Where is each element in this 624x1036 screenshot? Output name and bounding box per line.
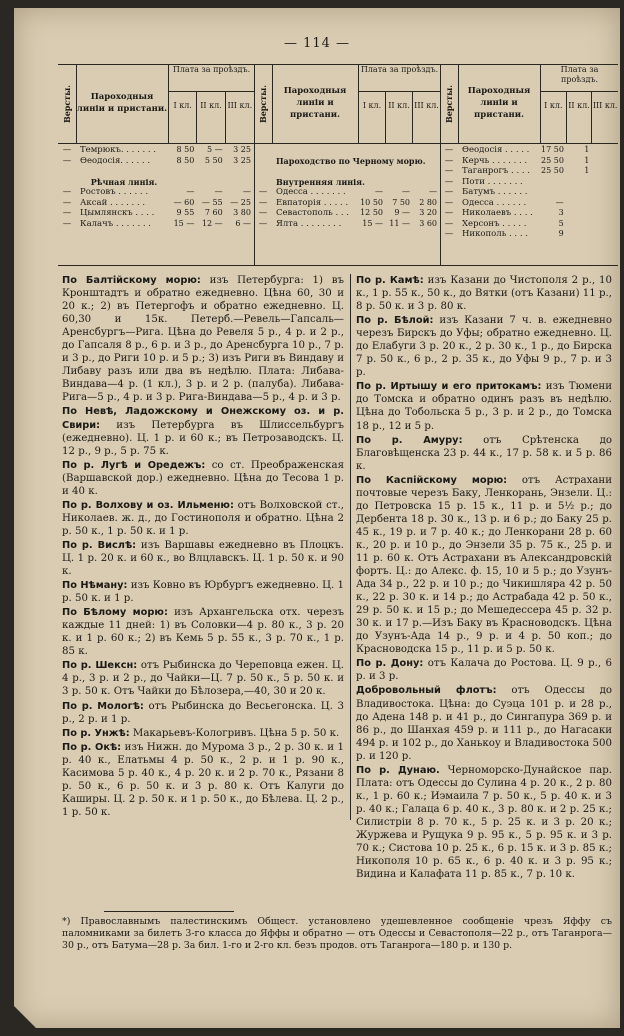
pay-header: Плата за проѣздъ. [359, 65, 440, 92]
table-row [58, 145, 254, 156]
pay-header: Плата за проѣздъ. [541, 65, 618, 92]
fare-cell: 9 — [394, 208, 410, 217]
fare-cell: 1 [584, 145, 590, 154]
fare-cell: — [186, 187, 195, 196]
route-heading: По р. Вислѣ: [62, 539, 137, 551]
fare-cell: 1 [584, 155, 590, 165]
table-row [254, 219, 440, 230]
class-header: III кл. [414, 101, 439, 110]
table-row [58, 187, 254, 198]
table-row [58, 177, 254, 188]
route-text: отъ Срѣтенска до Благовѣщенска 23 р. 44 к., 17 р. 58 к. и 5 р. 86 к. [356, 434, 613, 472]
table-row [254, 198, 440, 209]
fare-cell: 7 60 [204, 208, 223, 217]
route-heading: По р. Амуру: [356, 434, 463, 446]
table-section [254, 65, 441, 265]
route-paragraph [356, 657, 612, 683]
table-row [440, 208, 618, 219]
fare-cell: 11 — [389, 218, 410, 228]
fare-cell: 8 50 [176, 145, 195, 154]
route-text: изъ Петербурга: 1) въ Кронштадтъ и обратно ежедневно. Цѣна 60, 30 и 20 к.; 2) въ Петергофъ и обратно ежедневно. Ц. 60,30 и 15к. Петерб.—Ревель—Гапсаль—Аренсбургъ—Рига. Цѣна до Ревеля 5 р., 4 р. и 2 р., до Гапсаля 8 р., 6 р. и 3 р., до Аренсбурга 10 р., 7 р. и 3 р., до Риги 10 р. и 5 р.; 3) изъ Риги въ Виндаву и Либаву разъ или два въ недѣлю. Плата: Либава-Виндава—4 р. (1 кл.), 3 р. и 2 р. (палуба). Либава-Рига—5 р., 4 р. и 3 р. Рига-Виндава—5 р., 4 р. и 3 р. [62, 275, 345, 404]
fare-cell: 3 20 [419, 208, 437, 217]
route-paragraph [356, 764, 612, 881]
versty-cell: — [258, 197, 268, 208]
table-row [254, 156, 440, 167]
table-section [440, 65, 618, 265]
route-text: изъ Казани 7 ч. в. ежедневно черезъ Бирскъ до Уфы; обратно ежедневно. Ц. до Елабуги 3 р. 20 к., 2 р. 30 к., 1 р., до Бирска 7 р. 50 к., 6 р., 2 р. 35 к., до Уфы 9 р., 7 р. и 3 р. [356, 315, 612, 379]
table-body [254, 145, 440, 229]
route-heading: По Бѣлому морю: [62, 607, 168, 619]
versty-cell: — [62, 187, 72, 197]
pier-name-cell: Поти . . . . . . . [462, 176, 523, 187]
table-body [58, 145, 254, 229]
fare-cell: 5 50 [204, 155, 223, 165]
versty-cell: — [444, 208, 454, 218]
route-text: изъ Ковно въ Юрбургъ ежедневно. Ц. 1 р. 50 к. и 1 р. [62, 580, 345, 605]
left-text-column [62, 274, 351, 820]
route-paragraph [62, 579, 344, 605]
fare-cell: — [555, 197, 564, 207]
fare-cell: 6 — [235, 218, 251, 228]
route-heading: По р. Окѣ: [62, 741, 122, 753]
route-heading: По р. Шексн: [62, 660, 138, 672]
route-text: Черноморско-Дунайское пар. Плата: отъ Одессы до Сулина 4 р. 20 к., 2 р. 80 к., 1 р. 60 к.; Иэмаила 7 р. 50 к., 5 р. 40 к. и 3 р. 40 к.; Галаца 6 р. 40 к., 3 р. 80 к. и 2 р. 25 к.; Силистріи 8 р. 70 к., 5 р. 25 к. и 3 р. 20 к.; Журжева и Рущука 9 р. 95 к., 5 р. 95 к. и 3 р. 70 к.; Систова 10 р. 25 к., 6 р. 15 к. и 3 р. 85 к.; Никополя 10 р. 65 к., 6 р. 40 к. и 3 р. 95 к.; Видина и Калафата 11 р. 85 к., 7 р. 10 к. [356, 764, 612, 881]
fare-cell: 1 [584, 166, 590, 175]
versty-cell: — [444, 145, 454, 155]
route-heading: По Каспійскому морю: [356, 474, 508, 486]
table-row [440, 166, 618, 177]
pay-header: Плата за проѣздъ. [169, 65, 254, 92]
route-paragraph [62, 274, 344, 404]
route-heading: По р. Волхову и оз. Ильменю: [62, 499, 234, 511]
versty-cell: — [444, 197, 454, 208]
route-text: изъ Казани до Чистополя 2 р., 10 к., 1 р. 55 к., 50 к., до Вятки (отъ Казани) 11 р., 8 р. 50 к. и 3 р. 80 к. [356, 275, 613, 313]
route-paragraph [62, 659, 344, 698]
fare-cell: 17 50 [541, 145, 564, 154]
pier-name-cell: Одесса . . . . . . [462, 197, 527, 208]
fare-cell: 3 25 [233, 145, 251, 154]
route-paragraph [356, 314, 612, 379]
footnote: *) Православнымъ палестинскимъ Общест. установлено удешевленное сообщеніе чрезъ Яффу съ паломниками за билетъ 3-го класса до Яффы и обратно — отъ Одессы и Севастополя—22 р., отъ Таганрога—30 р., отъ Батума—28 р. За бил. 1-го и 2-го кл. безъ продов. отъ Таганрога—180 р. и 130 р. [62, 916, 612, 952]
fare-cell: 3 [558, 208, 564, 217]
route-heading: По Балтійскому морю: [62, 275, 201, 286]
table-section-heading: Внутренняя линія. [276, 176, 365, 187]
route-paragraph [62, 606, 344, 658]
class-header: III кл. [592, 101, 618, 110]
class-header: II кл. [567, 91, 593, 143]
fare-cell: 3 25 [233, 155, 251, 165]
pier-name-cell: Никополь . . . . [462, 229, 528, 239]
versty-cell: — [444, 187, 454, 197]
pier-name-cell: Батумъ . . . . . . [462, 187, 528, 197]
fare-cell: 5 [558, 218, 564, 228]
table-row [440, 219, 618, 230]
route-paragraph [62, 539, 344, 578]
pier-name-cell: Севастополь . . . [276, 208, 349, 218]
table-row [440, 198, 618, 209]
versty-header-label: Версты. [444, 84, 454, 124]
route-heading: По р. Иртышу и его притокамъ: [356, 381, 542, 393]
book-page [14, 8, 620, 1028]
fare-cell: — 25 [230, 197, 251, 207]
versty-header [58, 65, 77, 143]
route-heading: По р. Камѣ: [356, 275, 424, 286]
route-text: отъ Рыбинска до Весьегонска. Ц. 3 р., 2 р. и 1 р. [62, 700, 344, 725]
table-body [440, 145, 618, 240]
fares-table [58, 64, 618, 266]
versty-cell: — [444, 176, 454, 187]
pier-name-cell: Аксай . . . . . . . [80, 197, 146, 208]
route-paragraph [356, 380, 612, 432]
table-row [254, 145, 440, 156]
route-paragraph [62, 727, 344, 740]
fare-cell: — [375, 187, 383, 196]
route-paragraph [62, 700, 344, 726]
pier-name-cell: Николаевъ . . . . [462, 208, 533, 218]
versty-cell: — [62, 218, 72, 229]
class-header: I кл. [541, 91, 567, 143]
versty-cell: — [62, 197, 72, 208]
route-heading: По р. Дону: [356, 658, 424, 670]
pier-name-cell: Одесса . . . . . . . [276, 187, 346, 197]
fare-cell: 5 — [207, 145, 223, 154]
versty-header-label: Версты. [258, 84, 268, 124]
versty-cell: — [62, 208, 72, 218]
page-corner-shadow [14, 1006, 36, 1028]
route-paragraph [62, 741, 344, 819]
fare-cell: 8 50 [176, 155, 195, 165]
class-header: II кл. [197, 91, 225, 143]
table-section-heading: Пароходство по Черному морю. [276, 155, 426, 166]
pier-name-cell: Ѳеодосія. . . . . . [80, 155, 151, 166]
fare-cell: 12 — [201, 218, 223, 228]
fare-cell: 15 — [362, 218, 383, 228]
fare-cell: 9 [558, 229, 564, 238]
versty-cell: — [444, 229, 454, 239]
fare-cell: 9 55 [176, 208, 195, 217]
class-header: I кл. [359, 91, 386, 143]
table-row [58, 208, 254, 219]
pier-name-cell: Ялта . . . . . . . . [276, 218, 342, 229]
table-row [440, 177, 618, 188]
pier-name-cell: Ѳеодосія . . . . . [462, 145, 530, 155]
pier-name-cell: Херсонъ . . . . . [462, 218, 527, 229]
table-row [254, 177, 440, 188]
fare-cell: 25 50 [541, 155, 564, 165]
table-header [254, 65, 440, 144]
route-paragraph [62, 405, 344, 457]
table-row [58, 156, 254, 167]
table-row [440, 145, 618, 156]
pier-name-cell: Евпаторія . . . . . [276, 197, 349, 208]
table-row [254, 208, 440, 219]
versty-cell: — [62, 145, 72, 155]
fare-cell: — 60 [173, 197, 195, 207]
fare-cell: 12 50 [360, 208, 383, 217]
route-text: отъ Астрахани почтовые черезъ Баку, Ленкорань, Энзели. Ц.: до Петровска 15 р. 15 к., 11 р. и 5½ р.; до Дербента 18 р. 30 к., 13 р. и 6 р.; до Баку 25 р. 45 к., 19 р. и 7 р. 40 к.; до Ленкорани 28 р. 60 к., 20 р. и 10 р., до Энзели 35 р. 75 к., 25 р. и 11 р. 60 к. Отъ Астрахани въ Александровскій фортъ. Ц.: до Алекс. ф. 15, 10 и 5 р.; до Узунъ-Ада 34 р., 22 р. и 10 р.; до Чикишляра 42 р. 50 к., 22 р. 30 к. и 14 р.; до Астрабада 42 р. 50 к., 29 р. 50 к. и 15 р.; до Мешедессера 45 р. 32 р. 30 к. и 17 р.—Изъ Баку въ Красноводскъ. Цѣна до Узунъ-Ада 14 р., 9 р. и 4 р. 50 коп.; до Красноводска 15 р., 11 р. и 5 р. 50 к. [356, 474, 612, 656]
route-text: со ст. Преображенская (Варшавской дор.) ежедневно. Цѣна до Тесова 1 р. и 40 к. [62, 459, 344, 497]
versty-cell: — [258, 208, 268, 218]
route-heading: По р. Мологѣ: [62, 700, 144, 712]
versty-cell: — [62, 155, 72, 166]
fare-cell: — [242, 187, 251, 196]
route-text: изъ Петербурга въ Шлиссельбургъ (ежедневно). Ц. 1 р. и 60 к.; въ Петрозаводскъ. Ц. 12 р., 9 р., 5 р. 75 к. [62, 419, 344, 457]
fare-cell: — [214, 187, 223, 196]
table-row [440, 229, 618, 240]
pier-name-cell: Калачъ . . . . . . . [80, 218, 151, 229]
pier-name-cell: Темрюкъ. . . . . . . [80, 145, 156, 155]
lines-header: Пароходныя линіи и пристани. [76, 65, 169, 143]
route-text: изъ Нижн. до Мурома 3 р., 2 р. 30 к. и 1 р. 40 к., Елатьмы 4 р. 50 к., 2 р. и 1 р. 90 к., Касимова 5 р. 40 к., 4 р. 20 к. и 2 р. 70 к., Рязани 8 р. 50 к., 6 р. 50 к. и 3 р. 80 к. Отъ Калуги до Каширы. Ц. 2 р. 50 к. и 1 р. 50 к., до Бѣлева. Ц. 2 р., 1 р. 50 к. [62, 741, 344, 818]
fare-cell: — [402, 187, 410, 196]
route-heading: По р. Дунаю. [356, 764, 440, 776]
route-heading: По р. Бѣлой: [356, 315, 434, 327]
pier-name-cell: Керчь . . . . . . . [462, 155, 528, 166]
class-header: II кл. [386, 91, 413, 143]
table-row [58, 166, 254, 177]
versty-header-label: Версты. [62, 84, 72, 124]
route-text: отъ Калача до Ростова. Ц. 9 р., 6 р. и 3 р. [356, 658, 612, 683]
pier-name-cell: Цымлянскъ . . . . [80, 208, 155, 218]
fare-cell: — 55 [201, 197, 223, 207]
versty-cell: — [258, 187, 268, 197]
route-paragraph [62, 499, 344, 538]
fare-cell: 10 50 [360, 197, 383, 207]
table-section [58, 65, 255, 265]
versty-cell: — [258, 218, 268, 229]
fare-cell: 15 — [173, 218, 195, 228]
table-header [58, 65, 254, 144]
lines-header: Пароходныя линіи и пристани. [272, 65, 359, 143]
route-text: отъ Одессы до Владивостока. Цѣна: до Суэца 101 р. и 28 р., до Адена 148 р. и 41 р., до Сингапура 369 р. и 86 р., до Шанхая 459 р. и 111 р., до Нагасаки 494 р. и 102 р., до Ханькоу и Владивостока 500 р. и 120 р. [356, 685, 612, 762]
fare-cell: — [429, 187, 437, 196]
pier-name-cell: Таганрогъ . . . . [462, 166, 530, 176]
route-text: Макарьевъ-Кологривъ. Цѣна 5 р. 50 к. [129, 727, 340, 739]
route-paragraph [356, 684, 612, 762]
table-row [58, 219, 254, 230]
table-row [58, 198, 254, 209]
lines-header: Пароходныя линіи и пристани. [458, 65, 541, 143]
route-heading: Добровольный флотъ: [356, 685, 497, 697]
pier-name-cell: Ростовъ . . . . . . [80, 187, 149, 197]
route-text: отъ Рыбинска до Череповца ежен. Ц. 4 р., 3 р. и 2 р., до Чайки—Ц. 7 р. 50 к., 5 р. 50 к. и 3 р. 50 к. Отъ Чайки до Бѣлозера,—40, 30 и 20 к. [62, 660, 344, 698]
class-header: I кл. [169, 91, 197, 143]
table-row [254, 166, 440, 177]
page-number: — 114 — [283, 36, 351, 51]
route-paragraph [356, 274, 612, 313]
fare-cell: 7 50 [392, 197, 410, 207]
route-text: отъ Волховской ст., Николаев. ж. д., до Гостинополя и обратно. Цѣна 2 р. 50 к., 1 р. 50 к. и 1 р. [62, 499, 344, 537]
route-paragraph [62, 459, 344, 498]
fare-cell: 3 60 [419, 218, 437, 228]
fare-cell: 2 80 [419, 197, 437, 207]
route-heading: По р. Лугѣ и Оредежъ: [62, 459, 206, 471]
versty-cell: — [444, 155, 454, 166]
route-text: изъ Тюмени до Томска и обратно одинъ разъ въ недѣлю. Цѣна до Тобольска 5 р., 3 р. и 2 р., до Томска 18 р., 12 и 5 р. [356, 381, 612, 432]
route-paragraph [356, 434, 612, 473]
route-text: изъ Архангельска отх. черезъ каждые 11 дней: 1) въ Соловки—4 р. 80 к., 3 р. 20 к. и 1 р. 60 к.; 2) въ Кемь 5 р. 55 к., 3 р. 70 к., 1 р. 85 к. [62, 607, 344, 658]
footnote-rule [104, 911, 234, 912]
class-header: III кл. [227, 101, 253, 110]
table-row [254, 187, 440, 198]
versty-cell: — [444, 166, 454, 176]
table-row [440, 156, 618, 167]
table-section-heading: Рѣчная линія. [90, 176, 158, 187]
versty-cell: — [444, 218, 454, 229]
table-header [440, 65, 618, 144]
route-heading: По р. Унжѣ: [62, 727, 130, 739]
table-row [440, 187, 618, 198]
versty-header [254, 65, 273, 143]
versty-header [440, 65, 459, 143]
route-paragraph [356, 474, 612, 657]
right-text-column [356, 274, 612, 882]
route-text: изъ Варшавы ежедневно въ Плоцкъ. Ц. 1 р. 20 к. и 60 к., во Влцлавскъ. Ц. 1 р. 50 к. и 90 к. [62, 539, 344, 578]
route-heading: По Невѣ, Ладожскому и Онежскому оз. и р. Свири: [62, 406, 344, 431]
fare-cell: 25 50 [541, 166, 564, 175]
fare-cell: 3 80 [233, 208, 251, 217]
route-heading: По Нѣману: [62, 580, 128, 592]
